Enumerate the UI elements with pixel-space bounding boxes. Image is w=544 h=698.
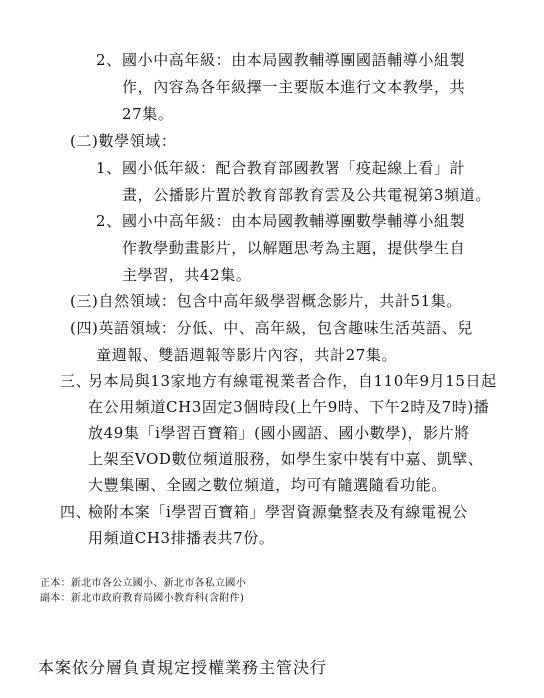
math-item1-line: 畫，公播影片置於教育部教育雲及公共電視第3頻道。	[122, 186, 491, 204]
section4-number: 四、	[60, 503, 92, 521]
distribution-copy: 副本：新北市政府教育局國小教育科(含附件)	[40, 593, 245, 604]
english-line: (四)英語領域：分低、中、高年級，包含趣味生活英語、兒	[70, 319, 473, 337]
authorization-statement: 本案依分層負責規定授權業務主管決行	[38, 658, 328, 677]
section3-line: 大豐集團、全國之數位頻道，均可有隨選隨看功能。	[88, 476, 447, 494]
math-item2-line: 作教學動畫影片，以解題思考為主題，提供學生自	[122, 239, 466, 257]
chinese-item2-line: 作，內容為各年級擇一主要版本進行文本教學，共	[122, 78, 466, 96]
math-item2-number: 2、	[96, 212, 122, 230]
chinese-item2-number: 2、	[96, 51, 122, 69]
distribution-main: 正本：新北市各公立國小、新北市各私立國小	[40, 578, 246, 589]
english-line: 童週報、雙語週報等影片內容，共計27集。	[96, 346, 398, 364]
math-item2-line: 主學習，共42集。	[122, 266, 252, 284]
section3-number: 三、	[60, 372, 92, 390]
science-line: (三)自然領域：包含中高年級學習概念影片，共計51集。	[70, 292, 462, 310]
chinese-item2-line: 國小中高年級：由本局國教輔導團國語輔導小組製	[122, 51, 466, 69]
math-item2-line: 國小中高年級：由本局國教輔導團數學輔導小組製	[122, 212, 466, 230]
section3-line: 上架至VOD數位頻道服務，如學生家中裝有中嘉、凱擘、	[88, 450, 484, 468]
math-item1-number: 1、	[96, 159, 122, 177]
math-heading: (二)數學領域：	[70, 132, 177, 150]
section4-line: 用頻道CH3排播表共7份。	[88, 529, 275, 547]
chinese-item2-line: 27集。	[122, 105, 174, 123]
section3-line: 在公用頻道CH3固定3個時段(上午9時、下午2時及7時)播	[88, 398, 490, 416]
section3-line: 放49集「i學習百寶箱」(國小國語、國小數學)，影片將	[88, 424, 470, 442]
section4-line: 檢附本案「i學習百寶箱」學習資源彙整表及有線電視公	[88, 503, 468, 521]
math-item1-line: 國小低年級：配合教育部國教署「疫起線上看」計	[122, 159, 466, 177]
section3-line: 另本局與13家地方有線電視業者合作，自110年9月15日起	[88, 372, 497, 390]
